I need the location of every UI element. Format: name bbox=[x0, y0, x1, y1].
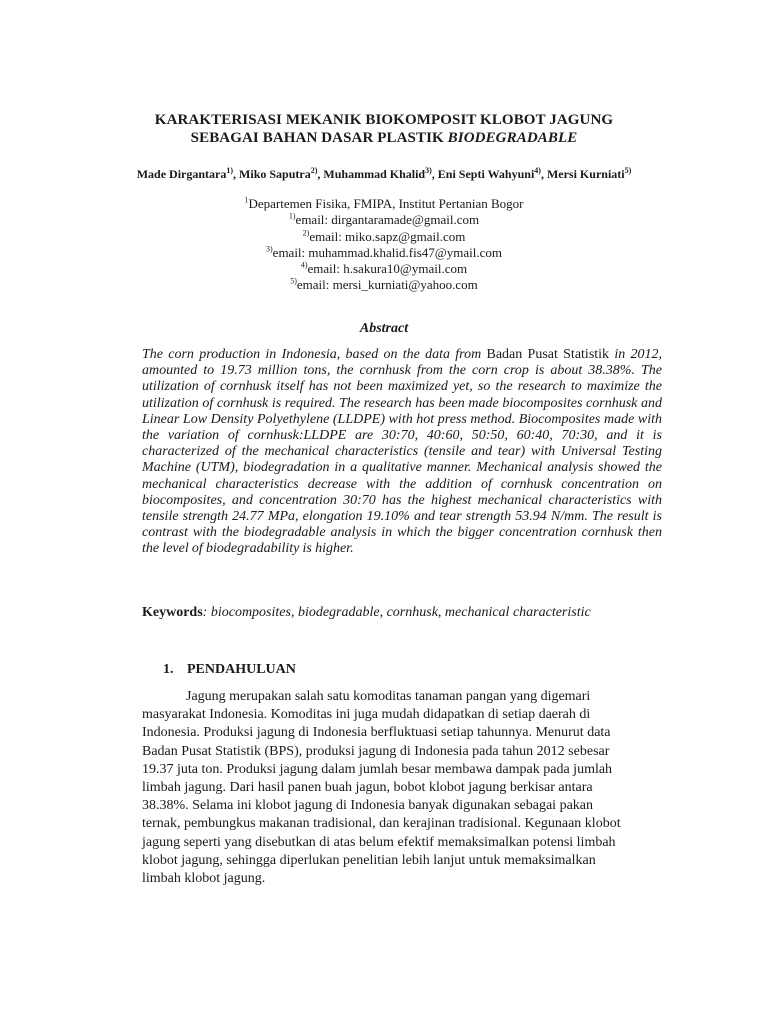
body-line: Badan Pusat Statistik (BPS), produksi jagung di Indonesia pada tahun 2012 sebesar bbox=[142, 743, 610, 759]
email-line: $^{3)}$email: muhammad.khalid.fis47@ymail.com bbox=[266, 244, 502, 260]
author: Eni Septi Wahyuni$^{4)}$, bbox=[437, 166, 547, 181]
keywords-text: : biocomposites, biodegradable, cornhusk, mechanical characteristic bbox=[202, 605, 591, 620]
email-line: $^{1)}$email: dirgantaramade@gmail.com bbox=[288, 211, 480, 228]
author: Mersi Kurniati$^{5)}$ bbox=[546, 166, 632, 181]
body-line: Jagung merupakan salah satu komoditas tanaman pangan yang digemari bbox=[186, 689, 591, 704]
body-line: ternak, pembungkus makanan tradisional, dan kerajinan tradisional. Kegunaan klobot bbox=[142, 816, 621, 832]
body-line: masyarakat Indonesia. Komoditas ini juga mudah didapatkan di setiap daerah di bbox=[142, 707, 591, 723]
title-line-1: KARAKTERISASI MEKANIK BIOKOMPOSIT KLOBOT JAGUNG bbox=[154, 112, 614, 128]
author: Made Dirgantara$^{1)}$, bbox=[136, 166, 240, 181]
abstract-heading: Abstract bbox=[359, 321, 409, 336]
paper-title bbox=[0, 111, 768, 147]
affiliation: $^1$Departemen Fisika, FMIPA, Institut Pertanian Bogor bbox=[244, 195, 524, 211]
email-line: $^{4)}$email: h.sakura10@ymail.com bbox=[300, 260, 468, 277]
body-line: limbah jagung. Dari hasil panen buah jagun, bobot klobot jagung berkisar antara bbox=[142, 780, 593, 796]
title-italic-term: BIODEGRADABLE bbox=[447, 130, 578, 146]
author-list bbox=[0, 166, 768, 182]
body-line: 19.37 juta ton. Produksi jagung dalam jumlah besar membawa dampak pada jumlah bbox=[142, 761, 613, 777]
body-line: limbah klobot jagung. bbox=[142, 871, 266, 887]
affiliation-block bbox=[0, 196, 768, 294]
title-line-2: SEBAGAI BAHAN DASAR PLASTIK BIODEGRADABLE bbox=[190, 130, 578, 146]
section-body bbox=[142, 688, 667, 888]
author: Miko Saputra$^{2)}$, bbox=[239, 166, 324, 181]
email-line: $^{5)}$email: mersi_kurniati@yahoo.com bbox=[290, 277, 478, 293]
body-line: jagung seperti yang disebutkan di atas belum efektif memaksimalkan potensi limbah bbox=[142, 834, 616, 850]
body-line: Indonesia. Produksi jagung di Indonesia berfluktuasi setiap tahunnya. Menurut data bbox=[142, 725, 611, 741]
abstract-text: The corn production in Indonesia, based on the data from Badan Pusat Statistik in 2012, amounted to 19.73 million tons, the cornhusk from the corn crop is about 38.38%. The utilization of cornhusk itself has not been maximized yet, so the research to maximize the utilization of cornhusk is required. The research has been made biocomposites cornhusk and Linear Low Density Polyethylene (LLDPE) with hot press method. Biocomposites made with the variation of cornhusk:LLDPE are 30:70, 40:60, 50:50, 60:40, 70:30, and it is characterized of the mechanical characteristics (tensile and tear) with Universal Testing Machine (UTM), biodegradation in a qualitative manner. Mechanical analysis showed the mechanical characteristics decrease with the addition of cornhusk concentration on biocomposites, and concentration 30:70 has the highest mechanical characteristics with tensile strength 24.77 MPa, elongation 19.10% and tear strength 53.94 N/mm. The result is contrast with the biodegradable analysis in which the bigger concentration cornhusk then the level of biodegradability is higher. bbox=[142, 347, 662, 557]
body-line: klobot jagung, sehingga diperlukan penelitian lebih lanjut untuk memaksimalkan bbox=[142, 852, 596, 868]
section-heading: 1. PENDAHULUAN bbox=[163, 662, 296, 677]
author: Muhammad Khalid$^{3)}$, bbox=[323, 166, 438, 181]
body-line: 38.38%. Selama ini klobot jagung di Indonesia banyak digunakan sebagai pakan bbox=[142, 798, 594, 814]
keywords bbox=[142, 604, 662, 622]
email-line: $^{2)}$email: miko.sapz@gmail.com bbox=[302, 228, 466, 244]
keywords-label: Keywords bbox=[142, 605, 203, 620]
